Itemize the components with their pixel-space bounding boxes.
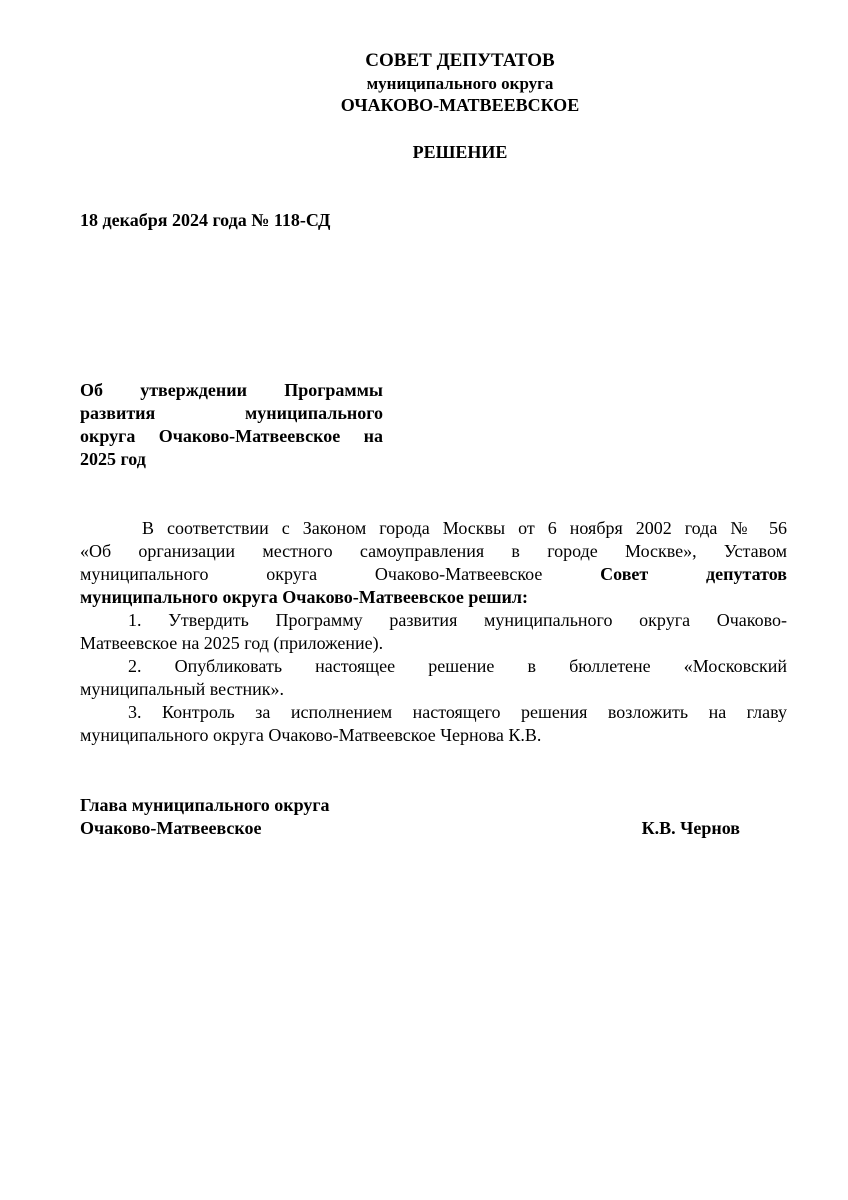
preamble-resolution-bold: муниципального округа Очаково-Матвеевское решил: xyxy=(80,587,529,607)
subject-line: Об утверждении Программы xyxy=(80,380,383,400)
org-subtitle: муниципального округа xyxy=(366,74,554,93)
item-1-line: 1. Утвердить Программу развития муниципального округа Очаково- xyxy=(128,610,787,630)
org-name: ОЧАКОВО-МАТВЕЕВСКОЕ xyxy=(340,95,580,115)
preamble-text: муниципального округа Очаково-Матвеевское xyxy=(80,564,543,584)
preamble-line: В соответствии с Законом города Москвы от 6 ноября 2002 года № 56 xyxy=(142,518,787,538)
item-3-line: муниципального округа Очаково-Матвеевское Чернова К.В. xyxy=(80,725,542,745)
org-title: СОВЕТ ДЕПУТАТОВ xyxy=(365,50,555,71)
subject-line: округа Очаково-Матвеевское на xyxy=(80,426,383,446)
subject-line: развития муниципального xyxy=(80,403,383,423)
date-number: 18 декабря 2024 года № 118-СД xyxy=(80,210,331,230)
document-type: РЕШЕНИЕ xyxy=(412,142,508,162)
preamble-line: «Об организации местного самоуправления в городе Москве», Уставом xyxy=(80,541,787,561)
signatory-title: Глава муниципального округа xyxy=(80,795,330,815)
signature-block xyxy=(80,794,740,840)
signatory-name: К.В. Чернов xyxy=(641,818,740,838)
preamble-council-bold: Совет депутатов xyxy=(600,564,787,584)
document-subject xyxy=(80,379,383,471)
subject-line: 2025 год xyxy=(80,449,146,469)
item-2-line: 2. Опубликовать настоящее решение в бюллетене «Московский xyxy=(128,656,787,676)
document-body xyxy=(80,517,787,747)
signatory-title-district: Очаково-Матвеевское xyxy=(80,818,262,838)
item-3-line: 3. Контроль за исполнением настоящего решения возложить на главу xyxy=(128,702,787,722)
preamble-line xyxy=(80,563,787,586)
item-1-line: Матвеевское на 2025 год (приложение). xyxy=(80,633,384,653)
item-2-line: муниципальный вестник». xyxy=(80,679,284,699)
